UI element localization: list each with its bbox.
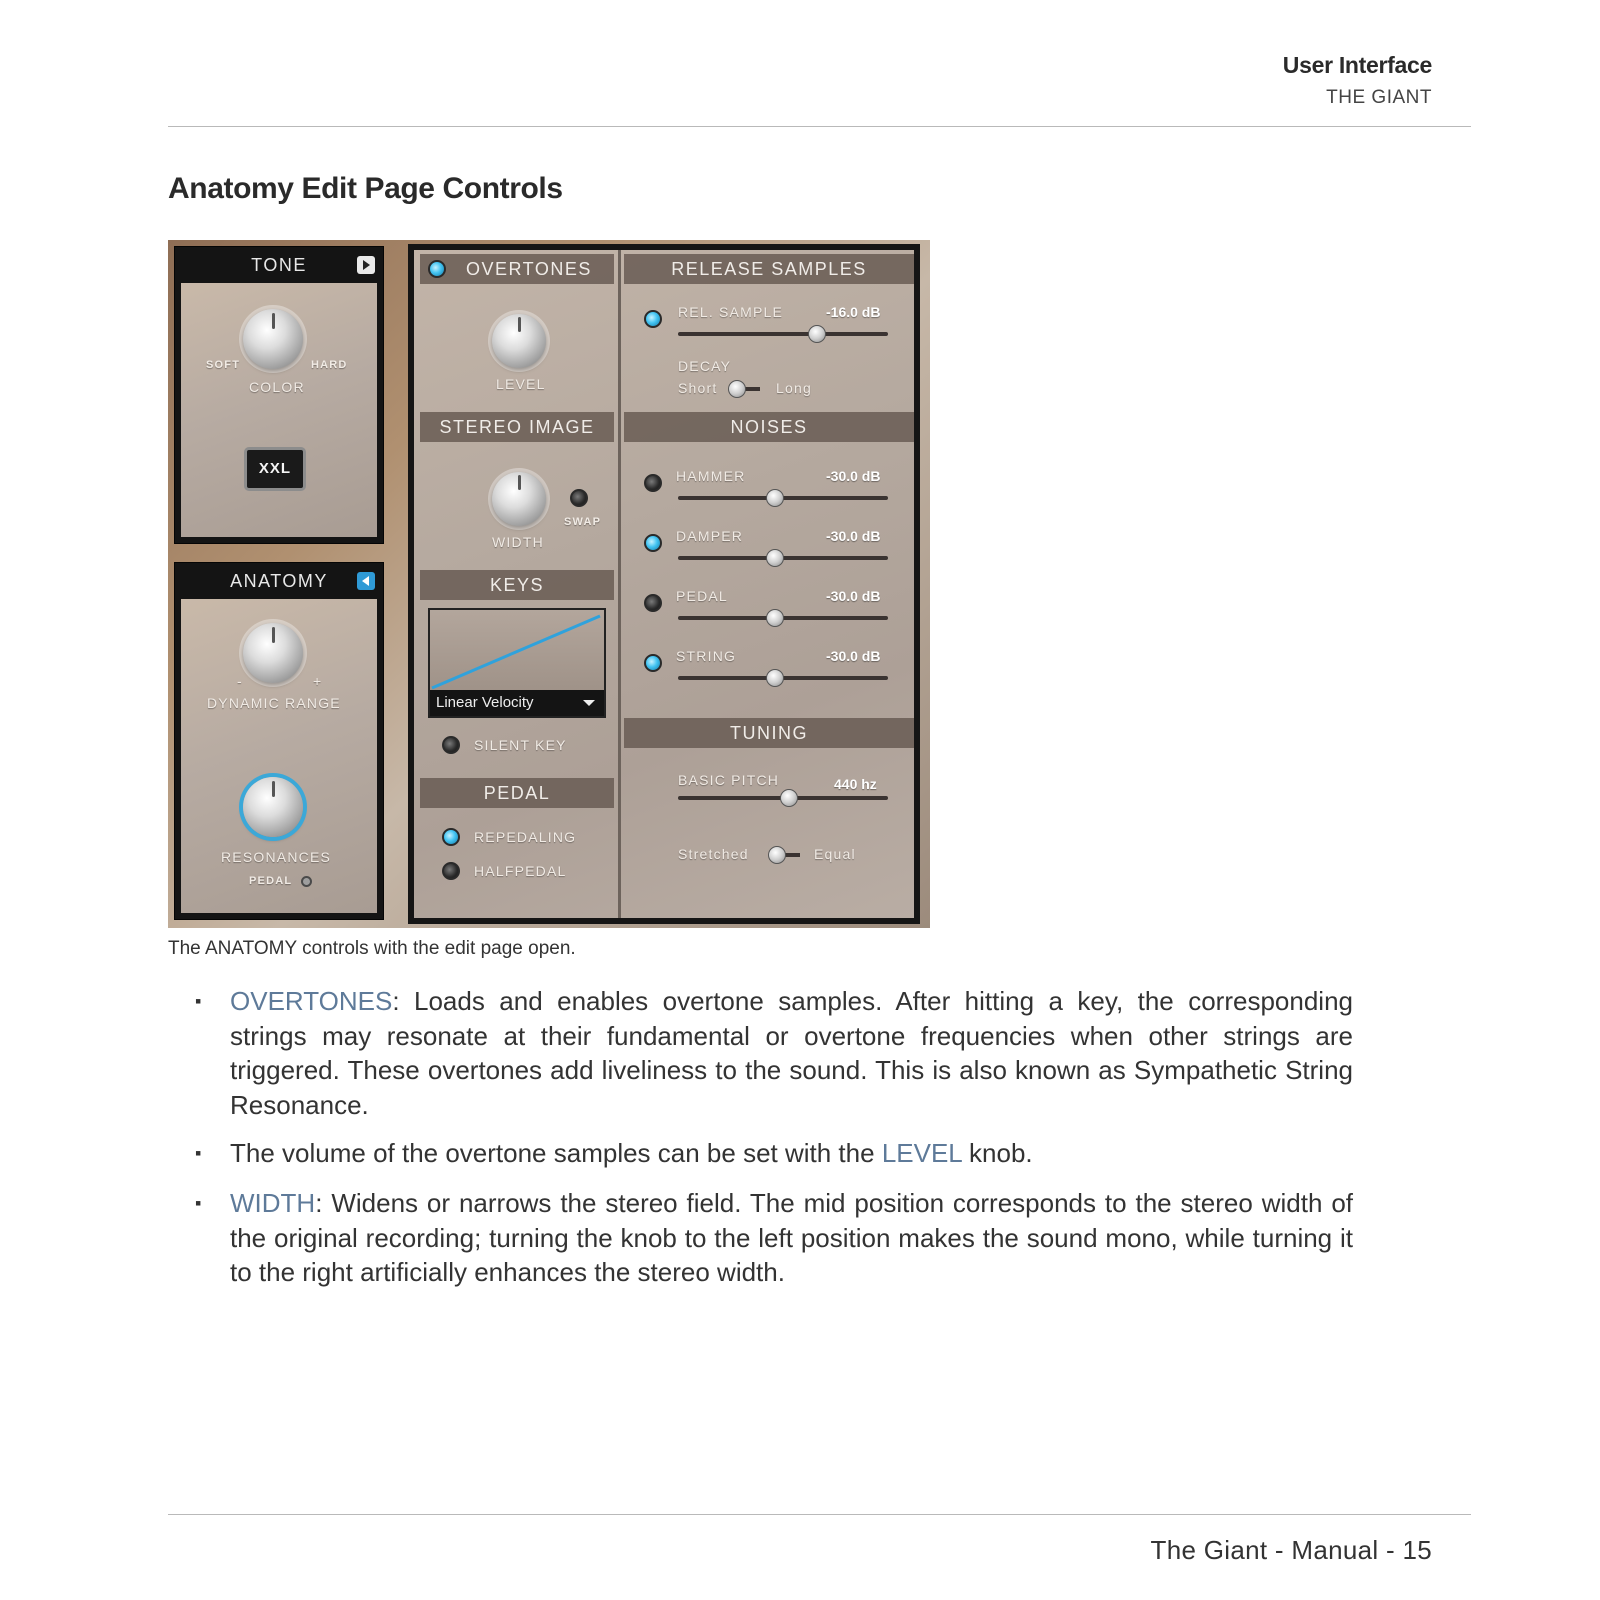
overtones-link[interactable]: OVERTONES — [230, 986, 393, 1016]
anatomy-title: ANATOMY — [230, 571, 328, 591]
rel-sample-value: -16.0 dB — [826, 304, 881, 320]
bullet-marker: ▪ — [195, 1193, 202, 1213]
tone-panel — [174, 246, 384, 544]
repedaling-label: REPEDALING — [474, 829, 577, 845]
velocity-curve-display[interactable] — [428, 608, 606, 718]
silent-key-led[interactable] — [442, 736, 460, 754]
repedaling-led[interactable] — [442, 828, 460, 846]
velocity-curve — [430, 612, 604, 692]
header-section: User Interface — [1282, 52, 1432, 78]
overtones-led[interactable] — [428, 260, 446, 278]
running-header — [1283, 52, 1432, 109]
hammer-label: HAMMER — [676, 468, 746, 484]
string-value: -30.0 dB — [826, 648, 881, 664]
velocity-select-value: Linear Velocity — [436, 694, 534, 711]
width-link[interactable]: WIDTH — [230, 1188, 316, 1218]
damper-thumb[interactable] — [766, 549, 784, 567]
width-knob[interactable] — [492, 472, 546, 526]
rel-sample-led[interactable] — [644, 310, 662, 328]
tone-inner — [181, 283, 377, 537]
level-label: LEVEL — [496, 376, 546, 392]
string-label: STRING — [676, 648, 737, 664]
halfpedal-led[interactable] — [442, 862, 460, 880]
stereo-image-header: STEREO IMAGE — [420, 412, 614, 442]
basic-pitch-slider[interactable] — [678, 796, 888, 800]
pedal-noise-slider[interactable] — [678, 616, 888, 620]
hard-label: HARD — [311, 359, 348, 371]
string-led[interactable] — [644, 654, 662, 672]
bullet-overtones — [168, 984, 1353, 1122]
hammer-slider[interactable] — [678, 496, 888, 500]
stretched-label: Stretched — [678, 846, 749, 862]
xxl-button[interactable]: XXL — [244, 447, 306, 491]
dropdown-arrow-icon — [582, 690, 596, 725]
tuning-header: TUNING — [624, 718, 914, 748]
dynamic-range-knob[interactable] — [243, 623, 303, 683]
collapse-left-icon[interactable] — [357, 572, 375, 590]
resonances-label: RESONANCES — [221, 849, 332, 865]
bullet-level — [168, 1136, 1353, 1171]
overtones-text: : Loads and enables overtone samples. After hitting a key, the corresponding strings may resonate at their fundamental or overtone frequencies when other strings are triggered. These overtones add liveliness to the sound. This is also known as Sympathetic String Resonance. — [230, 986, 1353, 1120]
tuning-toggle[interactable] — [770, 853, 800, 857]
overtones-header: OVERTONES — [420, 254, 614, 284]
basic-pitch-value: 440 hz — [834, 776, 877, 792]
column-divider — [618, 250, 621, 918]
damper-label: DAMPER — [676, 528, 744, 544]
dynamic-range-label: DYNAMIC RANGE — [207, 695, 341, 711]
level-knob[interactable] — [492, 314, 546, 368]
decay-toggle-thumb[interactable] — [728, 380, 746, 398]
page-title: Anatomy Edit Page Controls — [168, 172, 563, 205]
decay-label: DECAY — [678, 358, 732, 374]
bullet-marker: ▪ — [195, 991, 202, 1011]
bullet-marker: ▪ — [195, 1143, 202, 1163]
hammer-value: -30.0 dB — [826, 468, 881, 484]
header-rule — [168, 126, 1471, 127]
resonances-pedal-label: PEDAL — [249, 875, 293, 887]
anatomy-edit-screenshot — [168, 240, 930, 928]
bullet-width — [168, 1186, 1353, 1290]
damper-slider[interactable] — [678, 556, 888, 560]
pedal-noise-led[interactable] — [644, 594, 662, 612]
expand-right-icon[interactable] — [357, 256, 375, 274]
decay-short-label: Short — [678, 380, 718, 396]
level-pre-text: The volume of the overtone samples can be set with the — [230, 1138, 882, 1168]
release-samples-header: RELEASE SAMPLES — [624, 254, 914, 284]
damper-led[interactable] — [644, 534, 662, 552]
hammer-thumb[interactable] — [766, 489, 784, 507]
width-label: WIDTH — [492, 534, 544, 550]
halfpedal-label: HALFPEDAL — [474, 863, 567, 879]
basic-pitch-label: BASIC PITCH — [678, 772, 780, 788]
resonances-knob[interactable] — [243, 777, 303, 837]
pedal-noise-value: -30.0 dB — [826, 588, 881, 604]
pedal-header: PEDAL — [420, 778, 614, 808]
level-link[interactable]: LEVEL — [881, 1138, 962, 1168]
anatomy-panel — [174, 562, 384, 920]
keys-header: KEYS — [420, 570, 614, 600]
decay-toggle[interactable] — [730, 387, 760, 391]
color-label: COLOR — [249, 379, 305, 395]
damper-value: -30.0 dB — [826, 528, 881, 544]
page-footer: The Giant - Manual - 15 — [1150, 1535, 1432, 1565]
header-product: THE GIANT — [1326, 87, 1432, 108]
dynamic-plus-label: + — [313, 673, 323, 689]
tuning-toggle-thumb[interactable] — [768, 846, 786, 864]
width-text: : Widens or narrows the stereo field. The mid position corresponds to the stereo width of the original recording; turning the knob to the left position makes the sound mono, while turning it to the right artificially enhances the stereo width. — [230, 1188, 1353, 1287]
rel-sample-label: REL. SAMPLE — [678, 304, 784, 320]
rel-sample-thumb[interactable] — [808, 325, 826, 343]
swap-led[interactable] — [570, 489, 588, 507]
soft-label: SOFT — [206, 359, 241, 371]
anatomy-inner — [181, 599, 377, 913]
pedal-indicator[interactable] — [301, 876, 312, 887]
decay-long-label: Long — [776, 380, 812, 396]
footer-rule — [168, 1514, 1471, 1515]
level-post-text: knob. — [961, 1138, 1033, 1168]
color-knob[interactable] — [243, 309, 303, 369]
pedal-noise-thumb[interactable] — [766, 609, 784, 627]
string-thumb[interactable] — [766, 669, 784, 687]
edit-panel — [408, 244, 920, 924]
figure-caption: The ANATOMY controls with the edit page open. — [168, 938, 576, 959]
string-slider[interactable] — [678, 676, 888, 680]
rel-sample-slider[interactable] — [678, 332, 888, 336]
tone-title: TONE — [251, 255, 307, 275]
basic-pitch-thumb[interactable] — [780, 789, 798, 807]
hammer-led[interactable] — [644, 474, 662, 492]
equal-label: Equal — [814, 846, 856, 862]
velocity-select[interactable] — [430, 690, 604, 716]
dynamic-minus-label: - — [237, 673, 243, 689]
silent-key-label: SILENT KEY — [474, 737, 567, 753]
noises-header: NOISES — [624, 412, 914, 442]
pedal-noise-label: PEDAL — [676, 588, 728, 604]
swap-label: SWAP — [564, 516, 602, 528]
